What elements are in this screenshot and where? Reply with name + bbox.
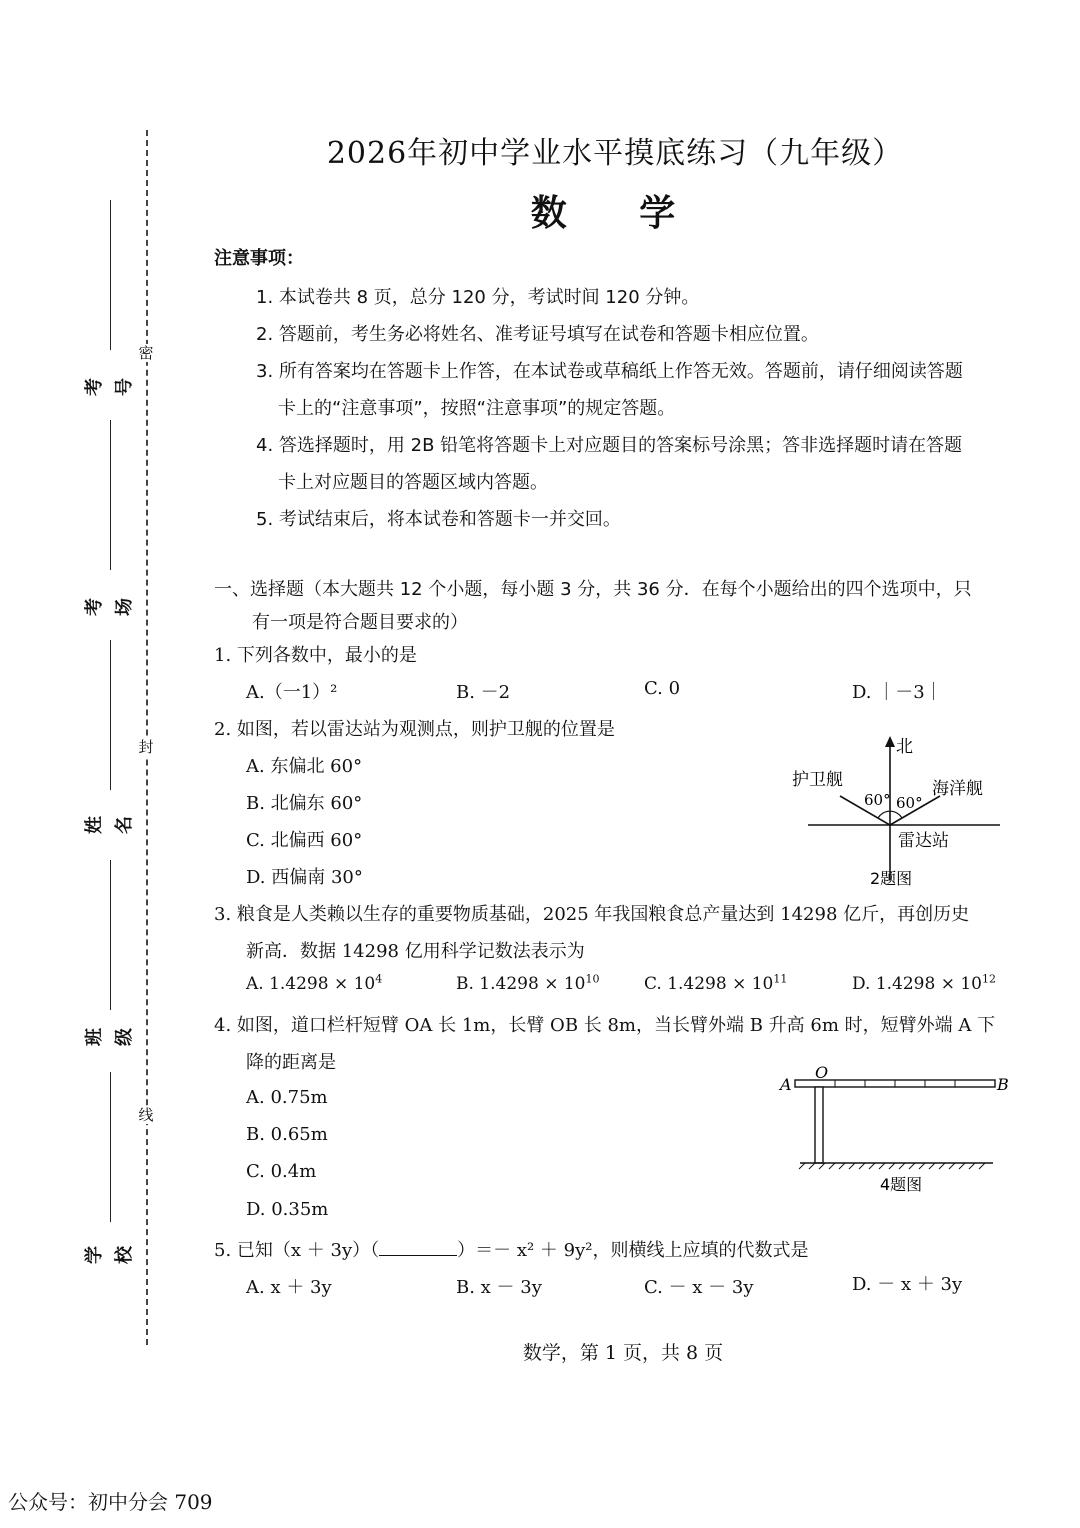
q4-option-d: D. 0.35m xyxy=(246,1199,329,1220)
q3-stem-line2: 新高．数据 14298 亿用科学记数法表示为 xyxy=(246,941,585,962)
q2-angle-right-label: 60° xyxy=(896,794,923,812)
q1-option-d: D. ｜－3｜ xyxy=(852,682,943,703)
q2-option-b: B. 北偏东 60° xyxy=(246,793,363,814)
q2-option-a: A. 东偏北 60° xyxy=(246,756,363,777)
q2-north-label: 北 xyxy=(896,737,913,757)
name-label: 姓名 xyxy=(84,816,135,834)
q4-point-a: A xyxy=(780,1075,792,1094)
class-field-line xyxy=(110,860,111,1010)
q4-stem-line1: 4. 如图，道口栏杆短臂 OA 长 1m，长臂 OB 长 8m，当长臂外端 B 升高 6m 时，短臂外端 A 下 xyxy=(214,1015,996,1036)
subject-title: 数 学 xyxy=(530,193,706,234)
q2-radar-label: 雷达站 xyxy=(898,831,949,851)
q1-option-a: A.（一1）² xyxy=(246,682,338,703)
q1-option-c: C. 0 xyxy=(644,678,681,699)
q4-stem-line2: 降的距离是 xyxy=(246,1052,336,1073)
watermark-text: 公众号：初中分会 709 xyxy=(8,1490,213,1514)
section1-heading: 一、选择题（本大题共 12 个小题，每小题 3 分，共 36 分．在每个小题给出的四个选项中，只 xyxy=(214,579,972,600)
section1-heading-cont: 有一项是符合题目要求的） xyxy=(252,612,468,633)
q5-option-d: D. － x ＋ 3y xyxy=(852,1274,963,1295)
q2-direction-figure xyxy=(780,730,1010,895)
q2-option-c: C. 北偏西 60° xyxy=(246,830,363,851)
q3-option-a: A. $1.4298 \times 10^4$ xyxy=(246,972,383,994)
q4-point-o: O xyxy=(815,1063,829,1082)
q4-caption: 4题图 xyxy=(880,1175,923,1194)
q2-option-d: D. 西偏南 30° xyxy=(246,867,363,888)
notice-item-4-cont: 卡上对应题目的答题区域内答题。 xyxy=(278,472,548,493)
notice-item-3: 3. 所有答案均在答题卡上作答，在本试卷或草稿纸上作答无效。答题前，请仔细阅读答题 xyxy=(256,361,963,382)
notice-heading: 注意事项： xyxy=(214,248,304,269)
notice-item-4: 4. 答选择题时，用 2B 铅笔将答题卡上对应题目的答案标号涂黑；答非选择题时请在答题 xyxy=(256,435,963,456)
seal-mark-xian: 线 xyxy=(138,1106,154,1124)
q3-option-d: D. $1.4298 \times 10^{12}$ xyxy=(852,972,996,994)
q2-frigate-label: 护卫舰 xyxy=(792,770,843,790)
q5-option-a: A. x ＋ 3y xyxy=(246,1277,332,1298)
q4-barrier-figure xyxy=(775,1062,1020,1197)
seal-mark-mi: 密 xyxy=(138,344,154,362)
q1-stem: 1. 下列各数中，最小的是 xyxy=(214,645,417,666)
q5-option-b: B. x － 3y xyxy=(456,1277,542,1298)
exam-room-label: 考场 xyxy=(84,598,135,616)
name-field-line xyxy=(110,640,111,790)
school-label: 学校 xyxy=(84,1246,135,1264)
q5-option-c: C. － x － 3y xyxy=(644,1277,754,1298)
q2-stem: 2. 如图，若以雷达站为观测点，则护卫舰的位置是 xyxy=(214,719,615,740)
q5-stem: 5. 已知（x ＋ 3y）（ ）＝－ x² ＋ 9y²，则横线上应填的代数式是 xyxy=(214,1240,809,1261)
exam-room-field-line xyxy=(110,420,111,570)
notice-item-5: 5. 考试结束后，将本试卷和答题卡一并交回。 xyxy=(256,509,621,530)
q4-option-c: C. 0.4m xyxy=(246,1161,317,1182)
q4-ground-hatch xyxy=(799,1163,985,1169)
notice-item-1: 1. 本试卷共 8 页，总分 120 分，考试时间 120 分钟。 xyxy=(256,287,700,308)
q4-point-b: B xyxy=(997,1075,1009,1094)
notice-item-2: 2. 答题前，考生务必将姓名、准考证号填写在试卷和答题卡相应位置。 xyxy=(256,324,819,345)
q2-caption: 2题图 xyxy=(870,869,913,888)
arrow-up-icon xyxy=(885,736,895,747)
notice-item-3-cont: 卡上的“注意事项”，按照“注意事项”的规定答题。 xyxy=(278,398,676,419)
q2-angle-left-label: 60° xyxy=(864,791,891,809)
q2-ocean-label: 海洋舰 xyxy=(932,779,983,799)
q1-option-b: B. －2 xyxy=(456,682,511,703)
q3-option-c: C. $1.4298 \times 10^{11}$ xyxy=(644,972,788,994)
q3-stem-line1: 3. 粮食是人类赖以生存的重要物质基础，2025 年我国粮食总产量达到 14298 亿斤，再创历史 xyxy=(214,904,970,925)
q5-blank xyxy=(379,1239,457,1256)
class-label: 班级 xyxy=(84,1028,135,1046)
page-footer: 数学，第 1 页，共 8 页 xyxy=(522,1342,724,1364)
school-field-line xyxy=(110,1072,111,1222)
q3-option-b: B. $1.4298 \times 10^{10}$ xyxy=(456,972,600,994)
exam-number-label: 考号 xyxy=(84,378,135,396)
seal-mark-feng: 封 xyxy=(138,738,154,756)
q4-option-b: B. 0.65m xyxy=(246,1124,328,1145)
exam-title: 2026年初中学业水平摸底练习（九年级） xyxy=(326,136,904,171)
q4-post xyxy=(815,1087,823,1163)
q4-option-a: A. 0.75m xyxy=(246,1087,328,1108)
